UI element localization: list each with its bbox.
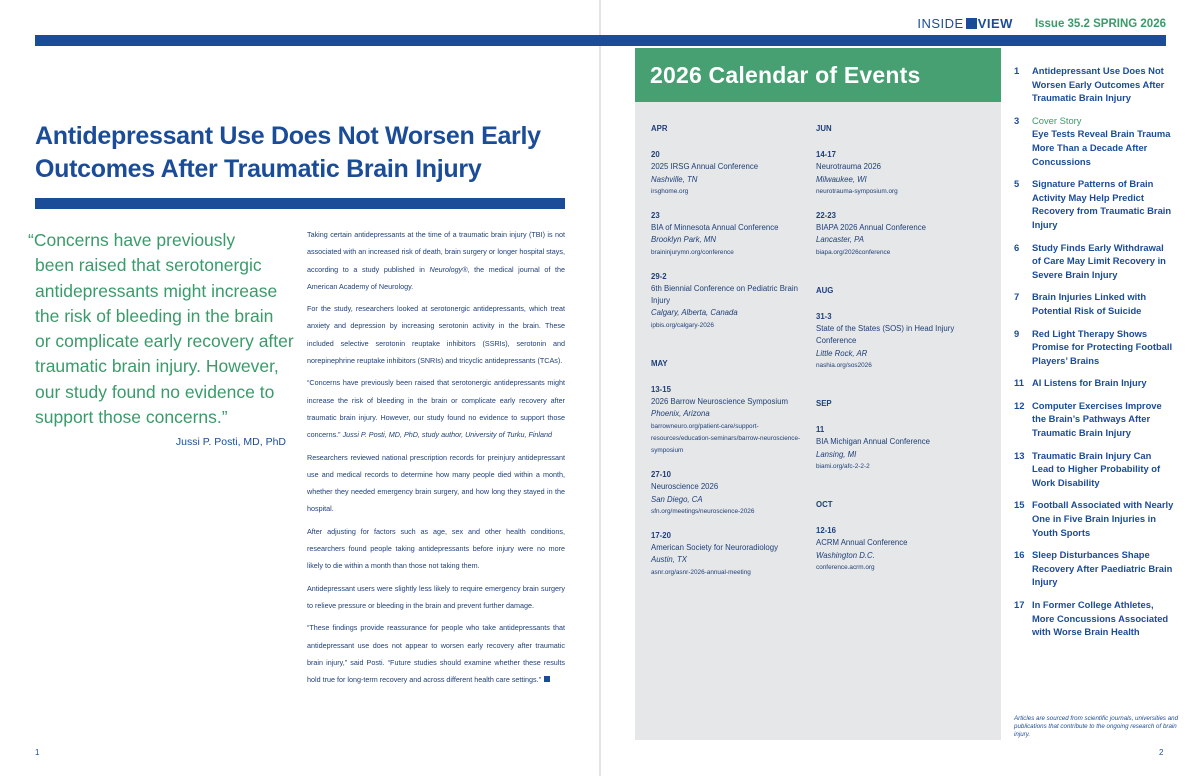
event-url: biapa.org/2026conference — [816, 248, 891, 256]
event-name: American Society for Neuroradiology — [651, 543, 778, 553]
top-rule-right — [600, 35, 1166, 46]
event-location: Phoenix, Arizona — [651, 409, 710, 419]
toc-item — [1014, 327, 1174, 368]
calendar-event — [816, 210, 991, 259]
pull-quote-line: been raised that serotonergic — [35, 255, 262, 276]
paragraph: “Concerns have previously been raised that serotonergic antidepressants might increase the risk of bleeding in the brain or complicate early recovery after traumatic brain injury. However, our study found no evidence to support those concerns.” Jussi P. Posti, MD, PhD, study author, University of Turku, Finland — [307, 378, 565, 440]
toc-page-number: 16 — [1014, 549, 1025, 561]
calendar-column-2 — [816, 123, 991, 586]
calendar-event — [651, 149, 811, 198]
article-body — [307, 226, 565, 693]
paragraph: After adjusting for factors such as age, sex and other health conditions, researchers found people taking antidepressants before injury were no more likely to die within a month than those not taking them. — [307, 526, 565, 571]
article-headline: Antidepressant Use Does Not Worsen Early Outcomes After Traumatic Brain Injury — [35, 122, 541, 183]
event-url: sfn.org/meetings/neuroscience-2026 — [651, 507, 755, 515]
event-date: 23 — [651, 211, 660, 221]
calendar-event — [651, 210, 811, 259]
paragraph: Researchers reviewed national prescription records for preinjury antidepressant use and medical records to determine how many people died within a month, whether they needed emergency brain surgery, and how long they stayed in the hospital. — [307, 452, 565, 514]
toc-title-block — [1032, 498, 1174, 539]
toc-title-block — [1032, 327, 1174, 368]
toc-item — [1014, 548, 1174, 589]
toc-page-number: 11 — [1014, 377, 1024, 389]
headline-rule — [35, 198, 565, 209]
folio-left: 1 — [35, 748, 40, 757]
toc-title: Sleep Disturbances Shape Recovery After Paediatric Brain Injury — [1032, 549, 1173, 588]
event-name: ACRM Annual Conference — [816, 538, 908, 548]
calendar-title: 2026 Calendar of Events — [650, 62, 921, 88]
event-name: State of the States (SOS) in Head Injury Conference — [816, 324, 955, 346]
calendar-event — [816, 149, 991, 198]
toc-title: Football Associated with Nearly One in Five Brain Injuries in Youth Sports — [1032, 499, 1174, 538]
pull-quote — [28, 228, 300, 430]
toc-page-number: 12 — [1014, 399, 1025, 411]
month-gap — [816, 485, 991, 499]
event-date: 14-17 — [816, 150, 836, 160]
pull-quote-line: or complicate early recovery after — [35, 331, 294, 352]
event-date: 17-20 — [651, 531, 671, 541]
event-location: Lancaster, PA — [816, 235, 864, 245]
toc-page-number: 13 — [1014, 449, 1025, 461]
calendar-month: JUN — [816, 124, 832, 133]
toc-title: Red Light Therapy Shows Promise for Protecting Football Players’ Brains — [1032, 327, 1173, 366]
calendar-event — [651, 384, 811, 457]
toc-page-number: 15 — [1014, 499, 1025, 511]
pull-quote-line: “Concerns have previously — [28, 230, 236, 250]
toc-page-number: 5 — [1014, 178, 1020, 190]
toc-title: In Former College Athletes, More Concussions Associated with Worse Brain Health — [1032, 599, 1169, 638]
table-of-contents — [1014, 64, 1174, 648]
toc-title: Computer Exercises Improve the Brain’s Pathways After Traumatic Brain Injury — [1032, 399, 1162, 439]
calendar-month: AUG — [816, 285, 834, 295]
toc-title-block — [1032, 449, 1174, 490]
toc-item — [1014, 290, 1174, 317]
event-name: BIAPA 2026 Annual Conference — [816, 223, 926, 233]
toc-item — [1014, 376, 1174, 390]
calendar-column-1 — [651, 123, 811, 591]
event-location: Austin, TX — [651, 555, 687, 565]
toc-item — [1014, 399, 1174, 440]
toc-page-number: 3 — [1014, 114, 1020, 126]
calendar-month: APR — [651, 124, 668, 133]
toc-title: Brain Injuries Linked with Potential Risk of Suicide — [1032, 291, 1147, 316]
calendar-event — [651, 469, 811, 518]
event-location: Washington D.C. — [816, 550, 875, 560]
calendar-event — [816, 424, 991, 473]
toc-item — [1014, 598, 1174, 639]
month-gap — [651, 344, 811, 358]
issue-label: Issue 35.2 SPRING 2026 — [1034, 17, 1166, 30]
month-gap — [816, 384, 991, 398]
event-date: 31-3 — [816, 312, 832, 322]
toc-title-block — [1032, 598, 1174, 639]
pull-quote-citation: Jussi P. Posti, MD, PhD — [175, 436, 286, 448]
paragraph: Antidepressant users were slightly less likely to require emergency brain surgery to relieve pressure or bleeding in the brain and prevent further damage. — [307, 583, 565, 610]
toc-item — [1014, 177, 1174, 231]
event-date: 11 — [816, 425, 825, 435]
event-location: Lansing, MI — [816, 449, 857, 459]
top-rule-left — [35, 35, 600, 46]
toc-page-number: 7 — [1014, 291, 1020, 303]
event-date: 13-15 — [651, 385, 671, 395]
event-url: irsghome.org — [651, 187, 689, 195]
folio-right: 2 — [1159, 748, 1164, 757]
event-location: Milwaukee, WI — [816, 174, 867, 184]
pull-quote-line: antidepressants might increase — [35, 280, 278, 301]
toc-title-block — [1032, 376, 1147, 390]
pull-quote-line: support those concerns.” — [35, 407, 228, 428]
month-gap — [816, 271, 991, 285]
toc-page-number: 17 — [1014, 599, 1025, 610]
event-date: 29-2 — [651, 271, 667, 281]
toc-title-block — [1032, 399, 1174, 440]
paragraph: For the study, researchers looked at serotonergic antidepressants, which treat anxiety and depression by increasing serotonin activity in the brain. These included selective serotonin reuptake inhibitors (SSRIs), serotonin and norepinephrine reuptake inhibitors (SNRIs) and tricyclic antidepressants (TCAs). — [307, 304, 565, 366]
event-name: BIA Michigan Annual Conference — [816, 437, 930, 447]
toc-title-block — [1032, 290, 1174, 317]
end-mark-icon — [544, 676, 550, 682]
event-name: BIA of Minnesota Annual Conference — [651, 223, 779, 233]
event-name: 6th Biennial Conference on Pediatric Brain Injury — [651, 284, 798, 306]
calendar-month: SEP — [816, 399, 832, 409]
pull-quote-line: the risk of bleeding in the brain — [35, 305, 274, 326]
page-gutter — [599, 0, 601, 776]
toc-item — [1014, 64, 1174, 105]
event-date: 22-23 — [816, 211, 836, 221]
calendar-event — [651, 530, 811, 579]
event-url: neurotrauma-symposium.org — [816, 187, 898, 195]
calendar-event — [651, 271, 811, 332]
toc-item — [1014, 114, 1174, 168]
event-location: Nashville, TN — [651, 174, 698, 184]
event-url: braininjurymn.org/conference — [651, 248, 734, 256]
calendar-event — [816, 311, 991, 372]
paragraph: Taking certain antidepressants at the time of a traumatic brain injury (TBI) is not associated with an increased risk of death, brain surgery or longer hospital stays, according to a study published in Neurology®, the medical journal of the American Academy of Neurology. — [307, 230, 565, 291]
toc-title: Study Finds Early Withdrawal of Care May Limit Recovery in Severe Brain Injury — [1032, 241, 1166, 280]
brand-square-icon — [966, 18, 977, 29]
paragraph: “These findings provide reassurance for people who take antidepressants that antidepressant use does not appear to worsen early recovery after traumatic brain injury,” said Posti. “Future studies should examine whether these results hold true for long-term recovery and across different health care settings.” — [307, 623, 565, 685]
event-date: 12-16 — [816, 526, 836, 536]
toc-title-block — [1032, 64, 1174, 105]
event-name: 2025 IRSG Annual Conference — [651, 162, 759, 172]
toc-title: Eye Tests Reveal Brain Trauma More Than a Decade After Concussions — [1032, 128, 1171, 167]
toc-title-block — [1032, 241, 1174, 282]
event-name: Neurotrauma 2026 — [816, 162, 882, 172]
pull-quote-line: traumatic brain injury. However, — [35, 356, 279, 377]
pull-quote-line: our study found no evidence to — [35, 381, 275, 402]
toc-item — [1014, 449, 1174, 490]
toc-footnote: Articles are sourced from scientific journals, universities and publications that contribute to the ongoing research of brain injury. — [1014, 715, 1179, 738]
event-url: asnr.org/asnr-2026-annual-meeting — [651, 568, 751, 576]
event-url: ipbis.org/calgary-2026 — [651, 321, 714, 329]
event-date: 27-10 — [651, 470, 671, 480]
toc-page-number: 6 — [1014, 241, 1020, 253]
event-name: 2026 Barrow Neuroscience Symposium — [651, 397, 788, 407]
event-url: conference.acrm.org — [816, 563, 875, 571]
event-location: Little Rock, AR — [816, 348, 868, 358]
brand-logo: INSIDE VIEW — [917, 16, 1013, 31]
event-name: Neuroscience 2026 — [651, 482, 719, 492]
event-url: biami.org/afc-2-2-2 — [816, 462, 870, 470]
event-location: Calgary, Alberta, Canada — [651, 308, 738, 318]
calendar-month: MAY — [651, 358, 668, 368]
event-url: barrowneuro.org/patient-care/support-resources/education-seminars/barrow-neuroscience-symposium — [651, 422, 801, 455]
toc-item — [1014, 498, 1174, 539]
toc-page-number: 9 — [1014, 327, 1020, 339]
toc-title-block — [1032, 548, 1174, 589]
event-url: nashia.org/sos2026 — [816, 361, 872, 369]
cover-story-label: Cover Story — [1032, 114, 1082, 126]
toc-title-block — [1032, 177, 1174, 231]
event-location: Brooklyn Park, MN — [651, 235, 716, 245]
toc-title: Signature Patterns of Brain Activity May Help Predict Recovery from Traumatic Brain Injury — [1032, 178, 1172, 230]
event-location: San Diego, CA — [651, 494, 703, 504]
toc-title: AI Listens for Brain Injury — [1032, 377, 1147, 389]
event-date: 20 — [651, 150, 660, 160]
masthead — [917, 16, 1166, 31]
toc-title-block — [1032, 114, 1174, 168]
toc-title: Traumatic Brain Injury Can Lead to Higher Probability of Work Disability — [1032, 449, 1161, 488]
calendar-month: OCT — [816, 500, 833, 510]
toc-item — [1014, 241, 1174, 282]
toc-page-number: 1 — [1014, 65, 1020, 76]
calendar-event — [816, 525, 991, 574]
toc-title: Antidepressant Use Does Not Worsen Early Outcomes After Traumatic Brain Injury — [1032, 65, 1165, 104]
